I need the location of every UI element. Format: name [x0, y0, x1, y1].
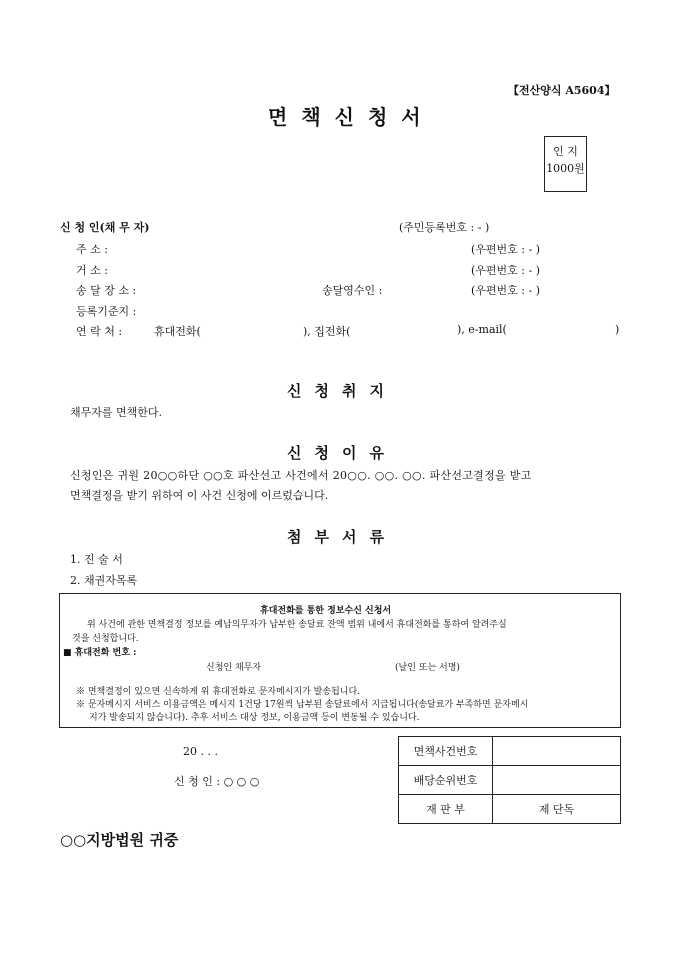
- table-row: [399, 795, 621, 824]
- date-line: 20 . . .: [183, 745, 218, 758]
- court-division-label: 재 판 부: [399, 795, 493, 824]
- mobile-notice-box: [59, 593, 621, 728]
- table-row: [399, 766, 621, 795]
- notice-phone-label: ■ 휴대전화 번호 :: [63, 648, 137, 658]
- registration-base-label: 등록기준지 :: [76, 305, 137, 318]
- residence-postal-code: (우편번호 : - ): [471, 264, 540, 277]
- notice-note-1: ※ 면책결정이 있으면 신속하게 위 휴대전화로 문자메시지가 발송됩니다.: [76, 687, 361, 697]
- table-row: [399, 737, 621, 766]
- notice-signer: 신청인 채무자: [206, 663, 262, 673]
- attachments-heading: 첨부서류: [287, 528, 397, 546]
- notice-title: 휴대전화를 통한 정보수신 신청서: [260, 606, 392, 616]
- page-title: 면책신청서: [268, 105, 435, 129]
- case-number-label: 면책사건번호: [399, 737, 493, 766]
- residence-label: 거 소 :: [76, 264, 108, 277]
- stamp-label: 인 지: [553, 145, 578, 158]
- delivery-place-label: 송 달 장 소 :: [76, 284, 137, 297]
- reason-line-1: 신청인은 귀원 20○○하단 ○○호 파산선고 사건에서 20○○. ○○. ○○. 파산선고결정을 받고: [70, 469, 532, 482]
- contact-home: ), 집전화(: [303, 325, 351, 338]
- resident-number-field: (주민등록번호 : - ): [399, 221, 490, 234]
- applicant-label: 신 청 인(채 무 자): [60, 221, 150, 234]
- case-number-cell: [493, 737, 621, 766]
- attachment-item: 2. 채권자목록: [70, 574, 138, 587]
- court-division-value: 제 단독: [493, 795, 621, 824]
- reason-heading: 신청이유: [287, 444, 397, 462]
- applicant-signature: 신 청 인 : ○ ○ ○: [174, 775, 260, 788]
- revenue-stamp-box: [544, 136, 587, 192]
- court-addressee: ○○지방법원 귀중: [60, 831, 179, 849]
- contact-mobile: 휴대전화(: [154, 325, 201, 338]
- attachment-item: 1. 진 술 서: [70, 553, 123, 566]
- form-code: 【전산양식 A5604】: [508, 84, 616, 97]
- address-label: 주 소 :: [76, 243, 108, 256]
- notice-body-line-2: 것을 신청합니다.: [72, 634, 139, 644]
- contact-label: 연 락 처 :: [76, 325, 123, 338]
- dividend-rank-label: 배당순위번호: [399, 766, 493, 795]
- purpose-heading: 신청취지: [287, 382, 397, 400]
- dividend-rank-cell: [493, 766, 621, 795]
- notice-note-3: 지가 발송되지 않습니다). 추후 서비스 대상 정보, 이용금액 등이 변동될 수 있습니다.: [89, 713, 420, 723]
- address-postal-code: (우편번호 : - ): [471, 243, 540, 256]
- stamp-amount: 1000원: [546, 162, 585, 175]
- reason-line-2: 면책결정을 받기 위하여 이 사건 신청에 이르렀습니다.: [70, 489, 329, 502]
- delivery-recipient-label: 송달영수인 :: [322, 284, 383, 297]
- purpose-text: 채무자를 면책한다.: [70, 406, 163, 419]
- contact-email: ), e-mail(: [457, 323, 507, 336]
- notice-seal: (날인 또는 서명): [395, 663, 460, 673]
- delivery-postal-code: (우편번호 : - ): [471, 284, 540, 297]
- notice-body-line-1: 위 사건에 관한 면책결정 정보를 예납의무자가 납부한 송달료 잔액 범위 내에서 휴대전화를 통하여 알려주실: [87, 620, 507, 630]
- contact-close: ): [615, 323, 620, 336]
- case-info-table: [398, 736, 621, 824]
- notice-note-2: ※ 문자메시지 서비스 이용금액은 메시지 1건당 17원씩 납부된 송달료에서 지급됩니다(송달료가 부족하면 문자메시: [76, 700, 529, 710]
